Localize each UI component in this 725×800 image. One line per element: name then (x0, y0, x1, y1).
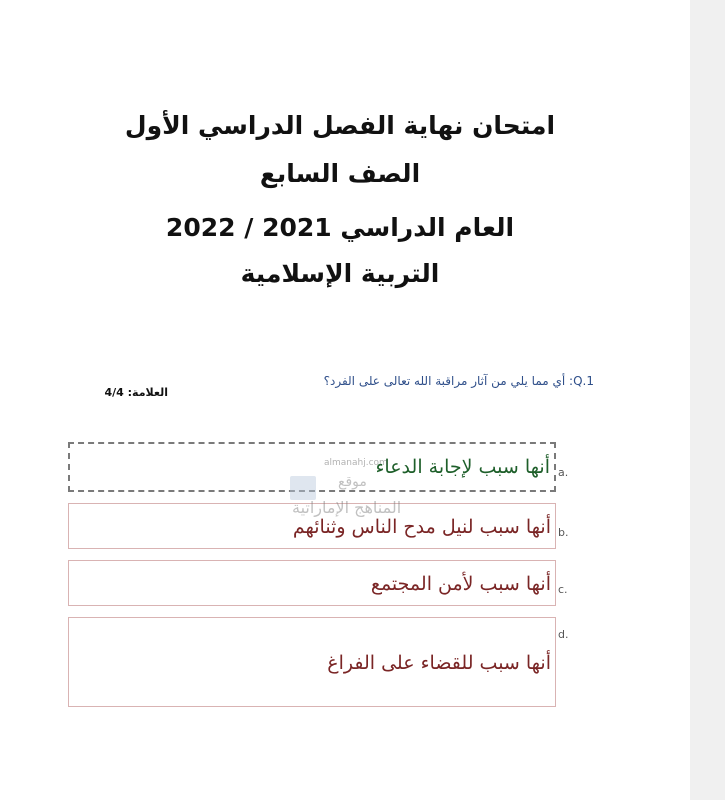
option-a-text: أنها سبب لإجابة الدعاء (375, 456, 550, 478)
subject-title: التربية الإسلامية (240, 259, 440, 288)
question-mark: العلامة: 4/4 (104, 386, 168, 399)
option-c-letter: c. (558, 583, 568, 596)
option-d[interactable] (68, 617, 556, 707)
watermark-name-line1: موقع (338, 474, 367, 490)
option-a[interactable] (68, 442, 556, 492)
exam-title: امتحان نهاية الفصل الدراسي الأول (124, 111, 556, 140)
option-c[interactable] (68, 560, 556, 606)
option-b[interactable] (68, 503, 556, 549)
grade-title: الصف السابع (259, 159, 421, 188)
option-b-text: أنها سبب لنيل مدح الناس وثنائهم (292, 516, 551, 538)
option-a-letter: a. (558, 466, 569, 479)
watermark-site: almanahj.com (324, 458, 388, 468)
option-d-letter: d. (558, 628, 569, 641)
academic-year-title: العام الدراسي 2021 / 2022 (165, 213, 515, 242)
option-c-text: أنها سبب لأمن المجتمع (370, 573, 551, 595)
watermark-name-line2: المناهج الإماراتية (292, 498, 402, 517)
option-b-letter: b. (558, 526, 569, 539)
question-text: Q.1: أي مما يلي من آثار مراقبة الله تعالى على الفرد؟ (323, 374, 594, 388)
viewer-gutter (690, 0, 725, 800)
option-d-text: أنها سبب للقضاء على الفراغ (327, 652, 551, 674)
